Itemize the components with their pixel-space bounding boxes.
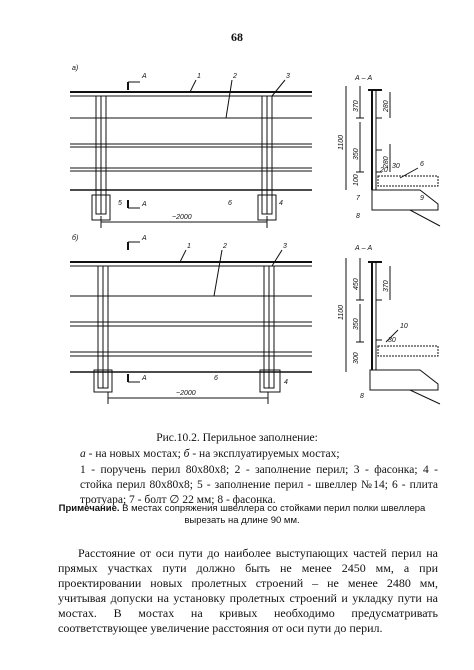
dim-350-b: 350	[353, 318, 360, 330]
dimension-b: ~2000	[176, 390, 196, 397]
dim-30-b: 30	[388, 337, 396, 344]
section-label-a: А – А	[355, 75, 373, 82]
callout-3-b: 3	[283, 243, 287, 250]
note-label: Примечание.	[58, 503, 120, 514]
figure-legend: 1 - поручень перил 80х80х8; 2 - заполнение перил; 3 - фасонка; 4 - стойка перил 80х80х8; 5 - заполнение перил - швеллер №14; 6 - плита тротуара; 7 - болт ∅ 22 мм; 8 - фасонка.	[80, 464, 438, 506]
callout-6-b: 6	[214, 375, 218, 382]
callout-1-b: 1	[187, 243, 191, 250]
callout-5-a: 5	[118, 200, 122, 207]
callout-6-a: 6	[228, 200, 232, 207]
body-paragraph: Расстояние от оси пути до наиболее выступающих частей перил на прямых участках пути должно быть не менее 2450 мм, а при проектировании новых пролетных строений – не менее 2480 мм, учитывая допуски на установку пролетных строений и укладку пути на мостах. В мостах на кривых необходимо предусматривать соответствующее увеличение расстояния от оси пути до перил.	[58, 546, 438, 635]
callout-10-b: 10	[400, 323, 408, 330]
callout-8-b: 8	[360, 393, 364, 400]
dim-30-a: 30	[392, 163, 400, 170]
callout-9-a: 9	[420, 195, 424, 202]
callout-8-a: 8	[356, 213, 360, 220]
page-number: 68	[231, 30, 243, 44]
variant-b-text: - на эксплуатируемых мостах;	[189, 448, 340, 460]
dim-350-a: 350	[353, 148, 360, 160]
cut-label-a-bottom: А	[142, 201, 147, 208]
dim-300-b: 300	[353, 352, 360, 364]
figure-caption-title: Рис.10.2. Перильное заполнение:	[156, 432, 318, 444]
figure-caption-variants	[80, 447, 340, 462]
cut-label-b-top: А	[142, 235, 147, 242]
figure-note	[38, 503, 446, 527]
callout-4-a: 4	[279, 200, 283, 207]
dim-100-a: 100	[353, 174, 360, 186]
cut-label-a-top: А	[142, 73, 147, 80]
dimension-a: ~2000	[172, 214, 192, 221]
dim-280-a-bottom: 280	[383, 156, 390, 168]
callout-7-a: 7	[356, 195, 360, 202]
dim-1100-a: 1100	[338, 134, 345, 150]
note-text: В местах сопряжения швеллера со стойками перил полки швеллера вырезать на длине 90 мм.	[119, 503, 426, 526]
dim-450-b: 450	[353, 278, 360, 290]
variant-a-letter: а	[80, 448, 86, 460]
callout-1-a: 1	[197, 73, 201, 80]
dim-370-b: 370	[383, 280, 390, 292]
variant-a-text: - на новых мостах;	[85, 448, 184, 460]
callout-3-a: 3	[286, 73, 290, 80]
dim-20-a: 20	[380, 167, 388, 174]
callout-2-b: 2	[223, 243, 227, 250]
dim-370-a: 370	[353, 100, 360, 112]
section-label-b: А – А	[355, 245, 373, 252]
figure-label-b: б)	[72, 235, 79, 242]
callout-6-section-a: 6	[420, 161, 424, 168]
variant-b-letter: б	[183, 448, 190, 460]
dim-1100-b: 1100	[338, 304, 345, 320]
dim-280-a-top: 280	[383, 100, 390, 112]
callout-2-a: 2	[233, 73, 237, 80]
figure-label-a: а)	[72, 65, 79, 72]
cut-label-b-bottom: А	[142, 375, 147, 382]
callout-4-b: 4	[284, 379, 288, 386]
